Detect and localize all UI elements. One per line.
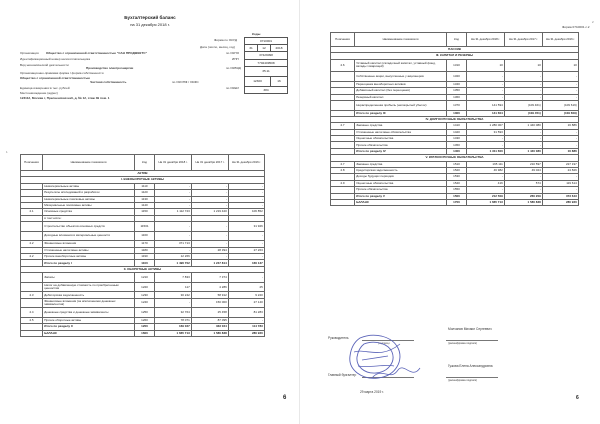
row-value-2016: 9 220 bbox=[229, 292, 265, 298]
col-header-note: Пояснения bbox=[331, 33, 355, 47]
row-code: 1200 bbox=[135, 324, 155, 330]
row-value-2016: 227 197 bbox=[543, 161, 579, 167]
row-note: 4.1 bbox=[21, 209, 43, 215]
row-value-2017: 1 440 080 bbox=[505, 123, 543, 129]
row-value-2017: - bbox=[192, 196, 229, 202]
row-code: 1420 bbox=[447, 129, 467, 135]
row-value-2016: (109 619) bbox=[543, 100, 579, 110]
head-name-line bbox=[446, 340, 498, 341]
row-value-2017: 1 580 838 bbox=[192, 330, 229, 336]
row-value-2017: 260 209 bbox=[505, 193, 543, 199]
row-name: Оценочные обязательства bbox=[355, 136, 447, 142]
row-value-2016: 114 783 bbox=[229, 324, 265, 330]
row-value-2017: - bbox=[505, 72, 543, 82]
table-row bbox=[331, 100, 579, 110]
row-value-2016: - bbox=[229, 190, 265, 196]
row-code: 1240 bbox=[135, 298, 155, 308]
table-row bbox=[331, 72, 579, 82]
row-value-2017: 7 374 bbox=[192, 273, 229, 283]
row-name: Нематериальные поисковые активы bbox=[43, 196, 135, 202]
row-value-2017: 4 286 bbox=[192, 282, 229, 292]
row-name: Прочие оборотные активы bbox=[43, 318, 135, 324]
assets-table bbox=[20, 154, 265, 337]
table-row bbox=[21, 222, 265, 232]
row-value-2017: 1 580 838 bbox=[505, 200, 543, 206]
row-value-2017: - bbox=[505, 94, 543, 100]
row-value-2018: 169 027 bbox=[155, 324, 192, 330]
row-value-2018: 30 242 bbox=[155, 292, 192, 298]
row-name: Уставный капитал (складочный капитал, уставный фонд, вклады товарищей) bbox=[355, 59, 447, 71]
row-value-2018: - bbox=[155, 222, 192, 232]
row-value-2017: 210 597 bbox=[505, 161, 543, 167]
col-header-2016: На 31 декабря 2016 г. bbox=[229, 155, 265, 171]
col-header-2017: На 31 декабря 2017 г. bbox=[192, 155, 229, 171]
row-name: Налог на добавленную стоимость по приобретенным ценностям bbox=[43, 282, 135, 292]
accountant-label: Главный бухгалтер bbox=[328, 373, 357, 377]
section-heading: V. КРАТКОСРОЧНЫЕ ОБЯЗАТЕЛЬСТВА bbox=[331, 155, 579, 161]
row-value-2018: 371 713 bbox=[155, 241, 192, 247]
row-value-2017: 574 bbox=[505, 180, 543, 186]
row-name: Резервный капитал bbox=[355, 94, 447, 100]
row-note: 4.2 bbox=[21, 241, 43, 247]
liabilities-table bbox=[330, 32, 579, 206]
row-code: 1190 bbox=[135, 254, 155, 260]
row-value-2018: 7 833 bbox=[155, 273, 192, 283]
row-note: 4.7 bbox=[331, 123, 355, 129]
row-code: 1150 bbox=[135, 209, 155, 215]
row-code: 1510 bbox=[447, 161, 467, 167]
row-value-2018: - bbox=[467, 136, 505, 142]
col-header-2017: На 31 декабря 2017 г. bbox=[505, 33, 543, 47]
okei-code: 384 bbox=[245, 86, 288, 93]
row-value-2018: - bbox=[467, 187, 505, 193]
row-name: Доходные вложения в материальные ценности bbox=[43, 231, 135, 241]
row-value-2016: 166 137 bbox=[229, 260, 265, 266]
row-code: 1350 bbox=[447, 88, 467, 94]
row-code: 1700 bbox=[447, 200, 467, 206]
row-name: Добавочный капитал (без переоценки) bbox=[355, 88, 447, 94]
row-value-2018: 1 665 713 bbox=[155, 330, 192, 336]
row-code: 1170 bbox=[135, 241, 155, 247]
row-value-2016: 119 614 bbox=[543, 180, 579, 186]
row-value-2016: 16 886 bbox=[543, 148, 579, 154]
row-value-2016: - bbox=[229, 196, 265, 202]
row-value-2017: - bbox=[505, 129, 543, 135]
row-note: 4.5 bbox=[21, 318, 43, 324]
row-value-2018: - bbox=[155, 196, 192, 202]
legal-form-value: Общество с ограниченной ответственностью bbox=[20, 76, 91, 80]
unit-value: в тыс. рублей bbox=[50, 86, 70, 90]
row-name: Итого по разделу I bbox=[43, 260, 135, 266]
row-value-2016: - bbox=[543, 129, 579, 135]
liabilities-rows bbox=[331, 47, 579, 206]
head-sign-caption: (подпись) bbox=[378, 342, 390, 345]
row-name: Собственные акции, выкупленные у акционеров bbox=[355, 72, 447, 82]
head-name-caption: (расшифровка подписи) bbox=[448, 342, 478, 345]
row-name: Основные средства bbox=[43, 209, 135, 215]
row-note bbox=[21, 222, 43, 232]
row-value-2018: 78 071 bbox=[155, 318, 192, 324]
row-value-2018: 1 665 713 bbox=[467, 200, 505, 206]
assets-rows bbox=[21, 171, 265, 337]
col-header-name: Наименование показателя bbox=[355, 33, 447, 47]
row-note bbox=[21, 330, 43, 336]
row-value-2017: 87 095 bbox=[192, 318, 229, 324]
row-name: Кредиторская задолженность bbox=[355, 168, 447, 174]
row-note: 4.7 bbox=[331, 161, 355, 167]
okopf-code: 12300 bbox=[245, 76, 271, 86]
col-header-code: Код bbox=[447, 33, 467, 47]
row-note bbox=[21, 298, 43, 308]
okved-label: по ОКВЭД bbox=[226, 66, 241, 70]
row-name: Материальные поисковые активы bbox=[43, 202, 135, 208]
col-header-note: Пояснения bbox=[21, 155, 43, 171]
row-value-2018: - bbox=[467, 94, 505, 100]
row-name: Итого по разделу II bbox=[43, 324, 135, 330]
row-name: Доходы будущих периодов bbox=[355, 174, 447, 180]
row-note bbox=[331, 72, 355, 82]
row-value-2018: 1 311 600 bbox=[467, 148, 505, 154]
row-value-2018: 10 bbox=[467, 59, 505, 71]
row-code: 1300 bbox=[447, 110, 467, 116]
date-label: Дата (число, месяц, год) bbox=[200, 45, 236, 49]
section-heading: I. ВНЕОБОРОТНЫЕ АКТИВЫ bbox=[21, 177, 265, 183]
row-value-2016: 25 bbox=[229, 282, 265, 292]
row-name: Финансовые вложения (за исключением денежных эквивалентов) bbox=[43, 298, 135, 308]
col-header-code: Код bbox=[135, 155, 155, 171]
row-name: в том числе: bbox=[43, 215, 135, 221]
row-value-2018: 117 bbox=[155, 282, 192, 292]
row-value-2016: 280 920 bbox=[543, 200, 579, 206]
row-value-2017: - bbox=[192, 222, 229, 232]
row-code: 1160 bbox=[135, 231, 155, 241]
row-value-2016: - bbox=[229, 254, 265, 260]
row-note: 4.6 bbox=[331, 59, 355, 71]
row-value-2018: - bbox=[467, 174, 505, 180]
row-value-2017: 1 247 814 bbox=[192, 260, 229, 266]
page-number: 6 bbox=[576, 395, 579, 401]
okpo-code: 37429098 bbox=[245, 52, 288, 59]
row-value-2016: - bbox=[543, 72, 579, 82]
table-row bbox=[21, 330, 265, 336]
signature-mark-icon bbox=[368, 360, 423, 385]
row-note bbox=[21, 273, 43, 283]
date-day: 31 bbox=[245, 45, 258, 52]
row-note bbox=[331, 100, 355, 110]
row-name: Итого по разделу V bbox=[355, 193, 447, 199]
date-month: 12 bbox=[258, 45, 271, 52]
row-note: 4.4 bbox=[21, 308, 43, 318]
row-name: Нераспределенная прибыль (непокрытый убыток) bbox=[355, 100, 447, 110]
balance-page-liabilities bbox=[300, 0, 600, 424]
row-value-2018: - bbox=[467, 142, 505, 148]
row-value-2016: - bbox=[229, 231, 265, 241]
row-value-2017: 58 912 bbox=[192, 292, 229, 298]
row-value-2017: - bbox=[505, 81, 543, 87]
section-heading: ПАССИВ bbox=[331, 47, 579, 53]
row-name: Прочие обязательства bbox=[355, 142, 447, 148]
row-value-2018: 1 112 723 bbox=[155, 209, 192, 215]
row-code: 1310 bbox=[447, 59, 467, 71]
row-value-2016: 31 926 bbox=[229, 222, 265, 232]
row-name: Прочие внеоборотные активы bbox=[43, 254, 135, 260]
codes-header: Коды bbox=[252, 32, 261, 36]
row-value-2017: 333 024 bbox=[192, 324, 229, 330]
row-value-2016: - bbox=[543, 174, 579, 180]
row-name: Итого по разделу IV bbox=[355, 148, 447, 154]
row-value-2016: 24 826 bbox=[543, 168, 579, 174]
row-value-2017: 28 394 bbox=[192, 247, 229, 253]
inn-code: 7702409508 bbox=[245, 59, 288, 66]
row-value-2017: - bbox=[192, 183, 229, 189]
row-code: 1520 bbox=[447, 168, 467, 174]
row-note: 4.3 bbox=[21, 292, 43, 298]
sign-date: 29 марта 2019 г. bbox=[360, 390, 384, 394]
row-value-2016: - bbox=[229, 183, 265, 189]
row-name: Переоценка внеоборотных активов bbox=[355, 81, 447, 87]
row-value-2016: 106 852 bbox=[229, 209, 265, 215]
row-name: Прочие обязательства bbox=[355, 187, 447, 193]
row-value-2016: - bbox=[543, 81, 579, 87]
row-code: 1360 bbox=[447, 94, 467, 100]
row-value-2017: - bbox=[505, 174, 543, 180]
row-value-2016: - bbox=[229, 241, 265, 247]
row-code: 1100 bbox=[135, 260, 155, 266]
row-value-2017: 49 024 bbox=[505, 168, 543, 174]
row-value-2017: - bbox=[192, 254, 229, 260]
row-code: 1180 bbox=[135, 247, 155, 253]
table-row bbox=[21, 308, 265, 318]
row-value-2017: 150 000 bbox=[192, 298, 229, 308]
row-value-2016: - bbox=[543, 187, 579, 193]
row-value-2016: 280 920 bbox=[229, 330, 265, 336]
section-heading: III. КАПИТАЛ И РЕЗЕРВЫ bbox=[331, 53, 579, 59]
row-value-2016: - bbox=[543, 94, 579, 100]
address-value: 123112, Москва г, Пресненская наб, д. № 12, этаж 39 пом. 1 bbox=[20, 96, 110, 100]
row-value-2017: - bbox=[505, 187, 543, 193]
row-name: Заемные средства bbox=[355, 161, 447, 167]
row-code: 1120 bbox=[135, 190, 155, 196]
table-row bbox=[21, 298, 265, 308]
row-code: 1540 bbox=[447, 180, 467, 186]
col-header-2018: На 31 декабря 2018 г. bbox=[155, 155, 192, 171]
row-code: 1260 bbox=[135, 318, 155, 324]
row-value-2018: - bbox=[155, 202, 192, 208]
inn-label: Идентификационный номер налогоплательщика bbox=[20, 57, 91, 61]
okved-code: 35.11 bbox=[245, 66, 288, 76]
row-name: Запасы bbox=[43, 273, 135, 283]
row-value-2016: - bbox=[543, 88, 579, 94]
col-header-name: Наименование показателя bbox=[43, 155, 135, 171]
table-row bbox=[331, 59, 579, 71]
row-code: 1130 bbox=[135, 196, 155, 202]
row-note bbox=[331, 200, 355, 206]
row-value-2018: - bbox=[155, 190, 192, 196]
row-value-2018: - bbox=[155, 183, 192, 189]
row-value-2018: 141 594 bbox=[467, 100, 505, 110]
table-row bbox=[21, 282, 265, 292]
okei-label: по ОКЕИ bbox=[226, 86, 239, 90]
row-value-2018: 1 280 007 bbox=[467, 123, 505, 129]
activity-label: Вид экономической деятельности bbox=[20, 63, 69, 67]
row-name: Денежные средства и денежные эквиваленты bbox=[43, 308, 135, 318]
org-label: Организация bbox=[20, 51, 39, 55]
row-value-2016: 16 886 bbox=[543, 123, 579, 129]
row-note bbox=[21, 231, 43, 241]
okfs-code: 16 bbox=[271, 76, 288, 86]
row-value-2018: 32 764 bbox=[155, 308, 192, 318]
row-name: Результаты исследований и разработок bbox=[43, 190, 135, 196]
row-name: Оценочные обязательства bbox=[355, 180, 447, 186]
ownership-value: Частная собственность bbox=[90, 80, 127, 84]
row-code: 1530 bbox=[447, 174, 467, 180]
col-header-2016: На 31 декабря 2016 г. bbox=[543, 33, 579, 47]
side-mark: 1 bbox=[6, 150, 8, 154]
inn-code-label: ИНН bbox=[232, 57, 239, 61]
row-value-2018: - bbox=[467, 81, 505, 87]
row-value-2016: - bbox=[229, 318, 265, 324]
row-value-2018: - bbox=[155, 298, 192, 308]
row-name: Финансовые вложения bbox=[43, 241, 135, 247]
row-value-2016: (109 609) bbox=[543, 110, 579, 116]
row-name: Нематериальные активы bbox=[43, 183, 135, 189]
row-value-2018: - bbox=[155, 231, 192, 241]
row-value-2017: 1 219 420 bbox=[192, 209, 229, 215]
row-code: 1340 bbox=[447, 81, 467, 87]
row-name: Строительство объектов основных средств bbox=[43, 222, 135, 232]
accountant-name-line bbox=[446, 377, 498, 378]
table-row bbox=[21, 231, 265, 241]
row-code: 1110 bbox=[135, 183, 155, 189]
row-note: 4.9 bbox=[331, 180, 355, 186]
document-title: Бухгалтерский баланс bbox=[124, 15, 176, 20]
row-code: 1430 bbox=[447, 136, 467, 142]
row-value-2018: 31 593 bbox=[467, 129, 505, 135]
row-code: 1140 bbox=[135, 202, 155, 208]
okpo-label: по ОКПО bbox=[226, 51, 240, 55]
document-subtitle: на 31 декабря 2018 г. bbox=[130, 22, 170, 27]
row-code: 1230 bbox=[135, 292, 155, 298]
row-value-2017: - bbox=[192, 241, 229, 247]
row-value-2018: 416 bbox=[467, 180, 505, 186]
row-value-2016: 10 bbox=[543, 59, 579, 71]
row-value-2018: 1 496 702 bbox=[155, 260, 192, 266]
form-note: Форма 0710001 с.2 bbox=[562, 25, 590, 29]
row-name: Дебиторская задолженность bbox=[43, 292, 135, 298]
row-code: 1410 bbox=[447, 123, 467, 129]
row-name: БАЛАНС bbox=[43, 330, 135, 336]
date-year: 2018 bbox=[271, 45, 288, 52]
row-note bbox=[21, 282, 43, 292]
row-value-2018: 12 266 bbox=[155, 254, 192, 260]
row-value-2017: (109 451) bbox=[505, 110, 543, 116]
row-value-2017: - bbox=[192, 231, 229, 241]
row-name: Заемные средства bbox=[355, 123, 447, 129]
row-value-2016: 27 140 bbox=[229, 298, 265, 308]
row-code: 11501 bbox=[135, 222, 155, 232]
table-row bbox=[331, 200, 579, 206]
row-note: 4.2 bbox=[21, 254, 43, 260]
row-code: 1370 bbox=[447, 100, 467, 110]
row-code: 1400 bbox=[447, 148, 467, 154]
row-code: 1600 bbox=[135, 330, 155, 336]
row-code: 1220 bbox=[135, 282, 155, 292]
row-value-2016: - bbox=[543, 142, 579, 148]
row-value-2016: - bbox=[229, 202, 265, 208]
row-value-2017: - bbox=[192, 190, 229, 196]
row-value-2016: 27 263 bbox=[229, 247, 265, 253]
row-value-2017: 25 458 bbox=[192, 308, 229, 318]
row-value-2018: - bbox=[155, 247, 192, 253]
head-label: Руководитель bbox=[328, 336, 349, 340]
address-label: Местонахождение (адрес) bbox=[20, 91, 58, 95]
side-mark: 2 bbox=[592, 20, 594, 24]
section-heading: II. ОБОРОТНЫЕ АКТИВЫ bbox=[21, 266, 265, 272]
activity-value: Производство электроэнергии bbox=[86, 66, 134, 70]
accountant-name-caption: (расшифровка подписи) bbox=[448, 379, 478, 382]
row-value-2018: 46 982 bbox=[467, 168, 505, 174]
section-heading: АКТИВ bbox=[21, 171, 265, 177]
row-code: 1500 bbox=[447, 193, 467, 199]
row-value-2017: - bbox=[505, 88, 543, 94]
org-name: Общество с ограниченной ответственностью "САН ПРОДЖЕКТС" bbox=[46, 51, 148, 55]
row-value-2018: 212 509 bbox=[467, 193, 505, 199]
row-value-2017: 10 bbox=[505, 59, 543, 71]
row-value-2016: - bbox=[229, 273, 265, 283]
row-code: 1210 bbox=[135, 273, 155, 283]
form-code: 0710001 bbox=[245, 38, 288, 45]
section-heading: IV. ДОЛГОСРОЧНЫЕ ОБЯЗАТЕЛЬСТВА bbox=[331, 116, 579, 122]
row-value-2017: 1 440 080 bbox=[505, 148, 543, 154]
codes-box bbox=[244, 37, 288, 94]
row-value-2018: - bbox=[467, 72, 505, 82]
row-code: 1450 bbox=[447, 142, 467, 148]
row-name: Итого по разделу III bbox=[355, 110, 447, 116]
row-value-2018: - bbox=[467, 88, 505, 94]
row-name: Отложенные налоговые активы bbox=[43, 247, 135, 253]
okopf-label: по ОКОПФ / ОКФС bbox=[172, 80, 199, 84]
row-value-2016: - bbox=[543, 136, 579, 142]
row-code: 1320 bbox=[447, 72, 467, 82]
table-row bbox=[21, 273, 265, 283]
page-number: 6 bbox=[283, 395, 287, 401]
row-value-2017: - bbox=[505, 142, 543, 148]
row-name: Отложенные налоговые обязательства bbox=[355, 129, 447, 135]
row-code: 1550 bbox=[447, 187, 467, 193]
head-name: Молчанов Михаил Сергеевич bbox=[448, 327, 492, 331]
col-header-2018: На 31 декабря 2018 г. bbox=[467, 33, 505, 47]
row-value-2018: 141 604 bbox=[467, 110, 505, 116]
row-value-2018: 165 111 bbox=[467, 161, 505, 167]
row-value-2016: 373 643 bbox=[543, 193, 579, 199]
accountant-name: Гужова Елена Александровна bbox=[448, 364, 493, 368]
row-value-2016: 81 283 bbox=[229, 308, 265, 318]
row-value-2017: - bbox=[505, 136, 543, 142]
row-value-2017: (109 461) bbox=[505, 100, 543, 110]
row-value-2017: - bbox=[192, 202, 229, 208]
unit-label: Единица измерения: bbox=[20, 86, 50, 90]
row-code: 1250 bbox=[135, 308, 155, 318]
row-name: БАЛАНС bbox=[355, 200, 447, 206]
form-okud-label: Форма по ОКУД bbox=[214, 38, 237, 42]
row-note: 4.8 bbox=[331, 168, 355, 174]
legal-form-label: Организационно-правовая форма / форма собственности bbox=[20, 71, 104, 75]
